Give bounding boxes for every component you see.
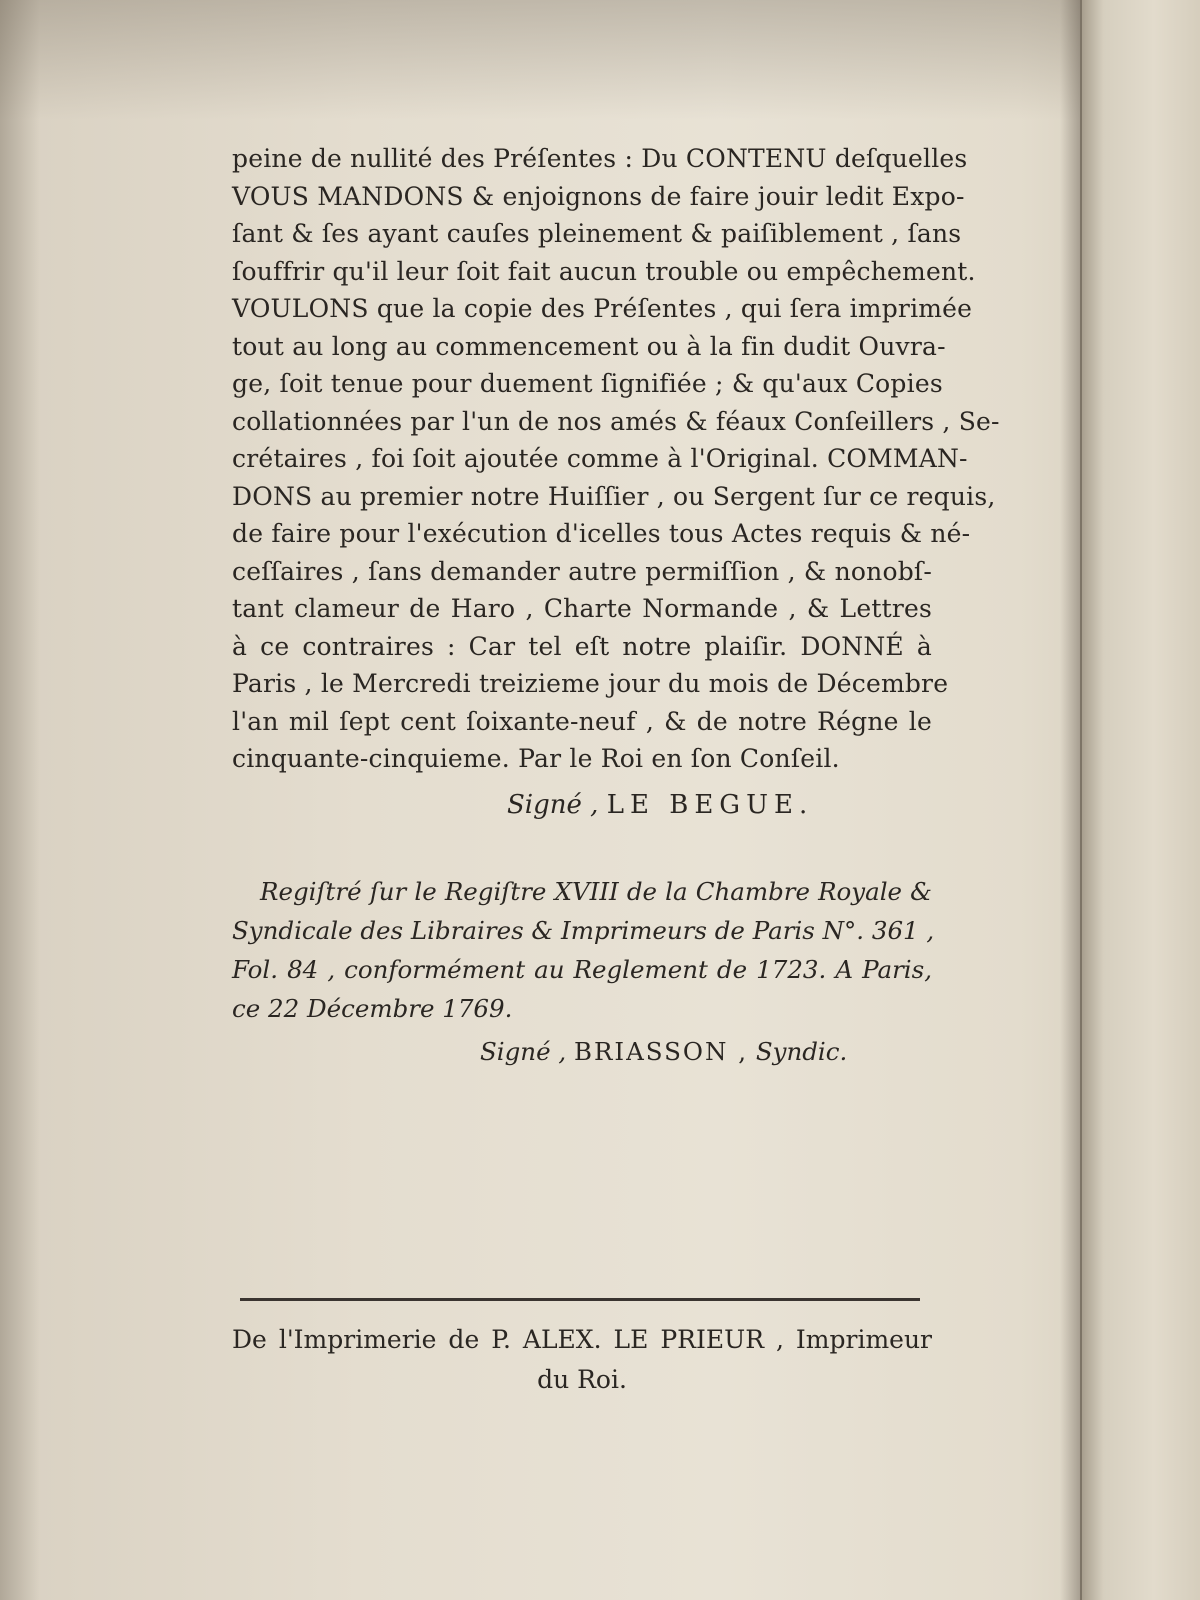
signature-name: BRIASSON , xyxy=(573,1037,749,1066)
registry-line: Syndicale des Libraires & Imprimeurs de Paris N°. 361 , xyxy=(232,916,935,945)
body-line: ſouffrir qu'il leur ſoit fait aucun trouble ou empêchement. xyxy=(232,256,976,286)
body-line: peine de nullité des Préſentes : Du CONTENU deſquelles xyxy=(232,144,968,173)
body-line: de faire pour l'exécution d'icelles tous Actes requis & né- xyxy=(232,519,971,548)
body-line: tout au long au commencement ou à la fin dudit Ouvra- xyxy=(232,331,946,361)
signature-name: LE BEGUE. xyxy=(606,789,814,820)
registry-line: ce 22 Décembre 1769. xyxy=(232,994,513,1023)
body-line: ſant & ſes ayant cauſes pleinement & paiſiblement , ſans xyxy=(232,219,962,248)
signature-prefix: Signé , xyxy=(507,789,599,820)
signature-briasson xyxy=(232,1032,932,1072)
adjacent-page-edge xyxy=(1080,0,1200,1600)
body-line: à ce contraires : Car tel eſt notre plaiſir. DONNÉ à xyxy=(232,631,932,661)
colophon-line: du Roi. xyxy=(537,1365,627,1394)
body-line: collationnées par l'un de nos amés & féaux Conſeillers , Se- xyxy=(232,406,1000,436)
top-shadow xyxy=(0,0,1090,120)
signature-title: Syndic. xyxy=(755,1037,848,1066)
body-line: crétaires , foi ſoit ajoutée comme à l'Original. COMMAN- xyxy=(232,444,968,473)
horizontal-rule xyxy=(240,1298,920,1301)
body-line: Paris , le Mercredi treizieme jour du mois de Décembre xyxy=(232,669,949,698)
body-line: tant clameur de Haro , Charte Normande , & Lettres xyxy=(232,594,932,623)
signature-le-begue xyxy=(232,790,932,820)
body-line: l'an mil ſept cent ſoixante-neuf , & de notre Régne le xyxy=(232,706,932,736)
signature-prefix: Signé , xyxy=(480,1037,567,1066)
registry-note xyxy=(232,872,935,1072)
body-line: cinquante-cinquieme. Par le Roi en ſon Conſeil. xyxy=(232,744,840,773)
body-line: DONS au premier notre Huiſſier , ou Sergent ſur ce requis, xyxy=(232,481,996,511)
body-line: VOUS MANDONS & enjoignons de faire jouir ledit Expo- xyxy=(232,181,965,211)
colophon-line: De l'Imprimerie de P. ALEX. LE PRIEUR , Imprimeur xyxy=(232,1325,932,1354)
body-line: ceſſaires , ſans demander autre permiſſion , & nonobſ- xyxy=(232,556,932,586)
privilege-text xyxy=(232,140,1000,820)
body-line: VOULONS que la copie des Préſentes , qui ſera imprimée xyxy=(232,294,973,323)
printer-colophon xyxy=(232,1320,932,1400)
registry-line: Regiſtré ſur le Regiſtre XVIII de la Chambre Royale & xyxy=(260,877,932,906)
registry-line: Fol. 84 , conformément au Reglement de 1723. A Paris, xyxy=(232,955,932,984)
body-line: ge, ſoit tenue pour duement ſignifiée ; & qu'aux Copies xyxy=(232,369,943,398)
left-page-edge xyxy=(0,0,40,1600)
